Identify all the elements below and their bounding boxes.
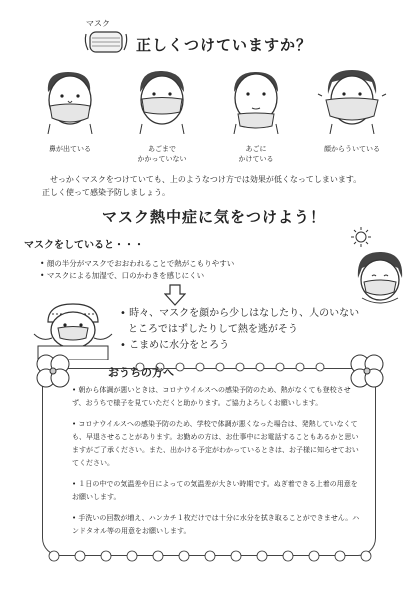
home-notice-paragraphs — [72, 384, 362, 538]
intro-line-2: 正しく使って感染予防しましょう。 — [42, 188, 170, 197]
home-notice-title: おうちの方へ — [108, 366, 174, 379]
heatstroke-subheading: マスクをしていると・・・ — [24, 240, 144, 251]
list-item: • マスクによる加湿で、口のかわきを感じにくい — [40, 271, 205, 280]
paragraph-text: コロナウイルスへの感染予防のため、学校で体調が悪くなった場合は、発熱していなくても、早退させることがあります。お勤めの方は、お仕事中にお電話することもあるかと思いますがご了承ください。また、出かける予定がわかっているときは、お子様に知らせておいてください。 — [72, 420, 359, 467]
gap-illustration — [312, 66, 392, 134]
paragraph-text: 朝から体調が悪いときは、コロナウイルスへの感染予防のため、熱がなくても登校させず、おうちで様子を見ていただくと助かります。ご協力よろしくお願いします。 — [72, 386, 351, 407]
advice-text: 時々、マスクを顔から少しはなしたり、人のいない — [129, 308, 360, 319]
list-item: • 顔の半分がマスクでおおわれることで熱がこもりやすい — [40, 259, 235, 268]
chin-uncovered-illustration — [122, 66, 202, 134]
flower-row-bottom — [40, 548, 380, 562]
advice-text: こまめに水分をとろう — [129, 340, 230, 351]
list-item: • 朝から体調が悪いときは、コロナウイルスへの感染予防のため、熱がなくても登校させず、おうちで様子を見ていただくと助かります。ご協力よろしくお願いします。 — [72, 386, 351, 407]
list-item: • コロナウイルスへの感染予防のため、学校で体調が悪くなった場合は、発熱していなくても、早退させることがあります。お勤めの方は、お仕事中にお電話することもあるかと思いますがご了承ください。また、出かける予定がわかっているときは、お子様に知らせておいてください。 — [72, 420, 359, 467]
heatstroke-advice — [120, 306, 410, 354]
figure-label: あごまで かかっていない — [137, 145, 187, 163]
list-item: • 手洗いの回数が増え、ハンカチ１枚だけでは十分に水分を拭き取ることができません。ハンドタオル等の用意をお願いします。 — [72, 514, 360, 535]
wrong-mask-figures — [30, 66, 400, 166]
advice-item: • 時々、マスクを顔から少しはなしたり、人のいない — [120, 308, 360, 319]
intro-line-1: せっかくマスクをつけていても、上のようなつけ方では効果が低くなってしまいます。 — [50, 175, 362, 184]
heatstroke-title: マスク熱中症に気をつけよう！ — [102, 208, 327, 226]
nose-exposed-illustration — [30, 66, 110, 134]
bullet-text: マスクによる加湿で、口のかわきを感じにくい — [46, 271, 205, 280]
woman-illustration — [350, 248, 410, 312]
page-title: 正しくつけていますか？ — [136, 36, 313, 54]
mask-icon — [82, 28, 130, 60]
figure-gap — [312, 66, 402, 154]
figure-label: あごに かけている — [238, 145, 274, 163]
paragraph-text: １日の中での気温差や日によっての気温差が大きい時期です。ぬぎ着できる上着の用意をお願いします。 — [72, 480, 358, 501]
mask-label: マスク — [86, 19, 110, 28]
advice-text: ところではずしたりして熱を逃がそう — [128, 324, 298, 335]
figure-label: 顔からういている — [324, 145, 380, 153]
advice-item: • こまめに水分をとろう — [120, 340, 230, 351]
figure-chin-uncovered — [122, 66, 212, 164]
list-item: • １日の中での気温差や日によっての気温差が大きい時期です。ぬぎ着できる上着の用意をお願いします。 — [72, 480, 358, 501]
figure-label: 鼻が出ている — [49, 145, 91, 153]
on-chin-illustration — [216, 66, 296, 134]
paragraph-text: 手洗いの回数が増え、ハンカチ１枚だけでは十分に水分を拭き取ることができません。ハンドタオル等の用意をお願いします。 — [72, 514, 360, 535]
bullet-text: 顔の半分がマスクでおおわれることで熱がこもりやすい — [46, 259, 235, 268]
heatstroke-bullets — [40, 258, 340, 282]
figure-nose-exposed — [30, 66, 120, 154]
figure-on-chin — [216, 66, 306, 164]
